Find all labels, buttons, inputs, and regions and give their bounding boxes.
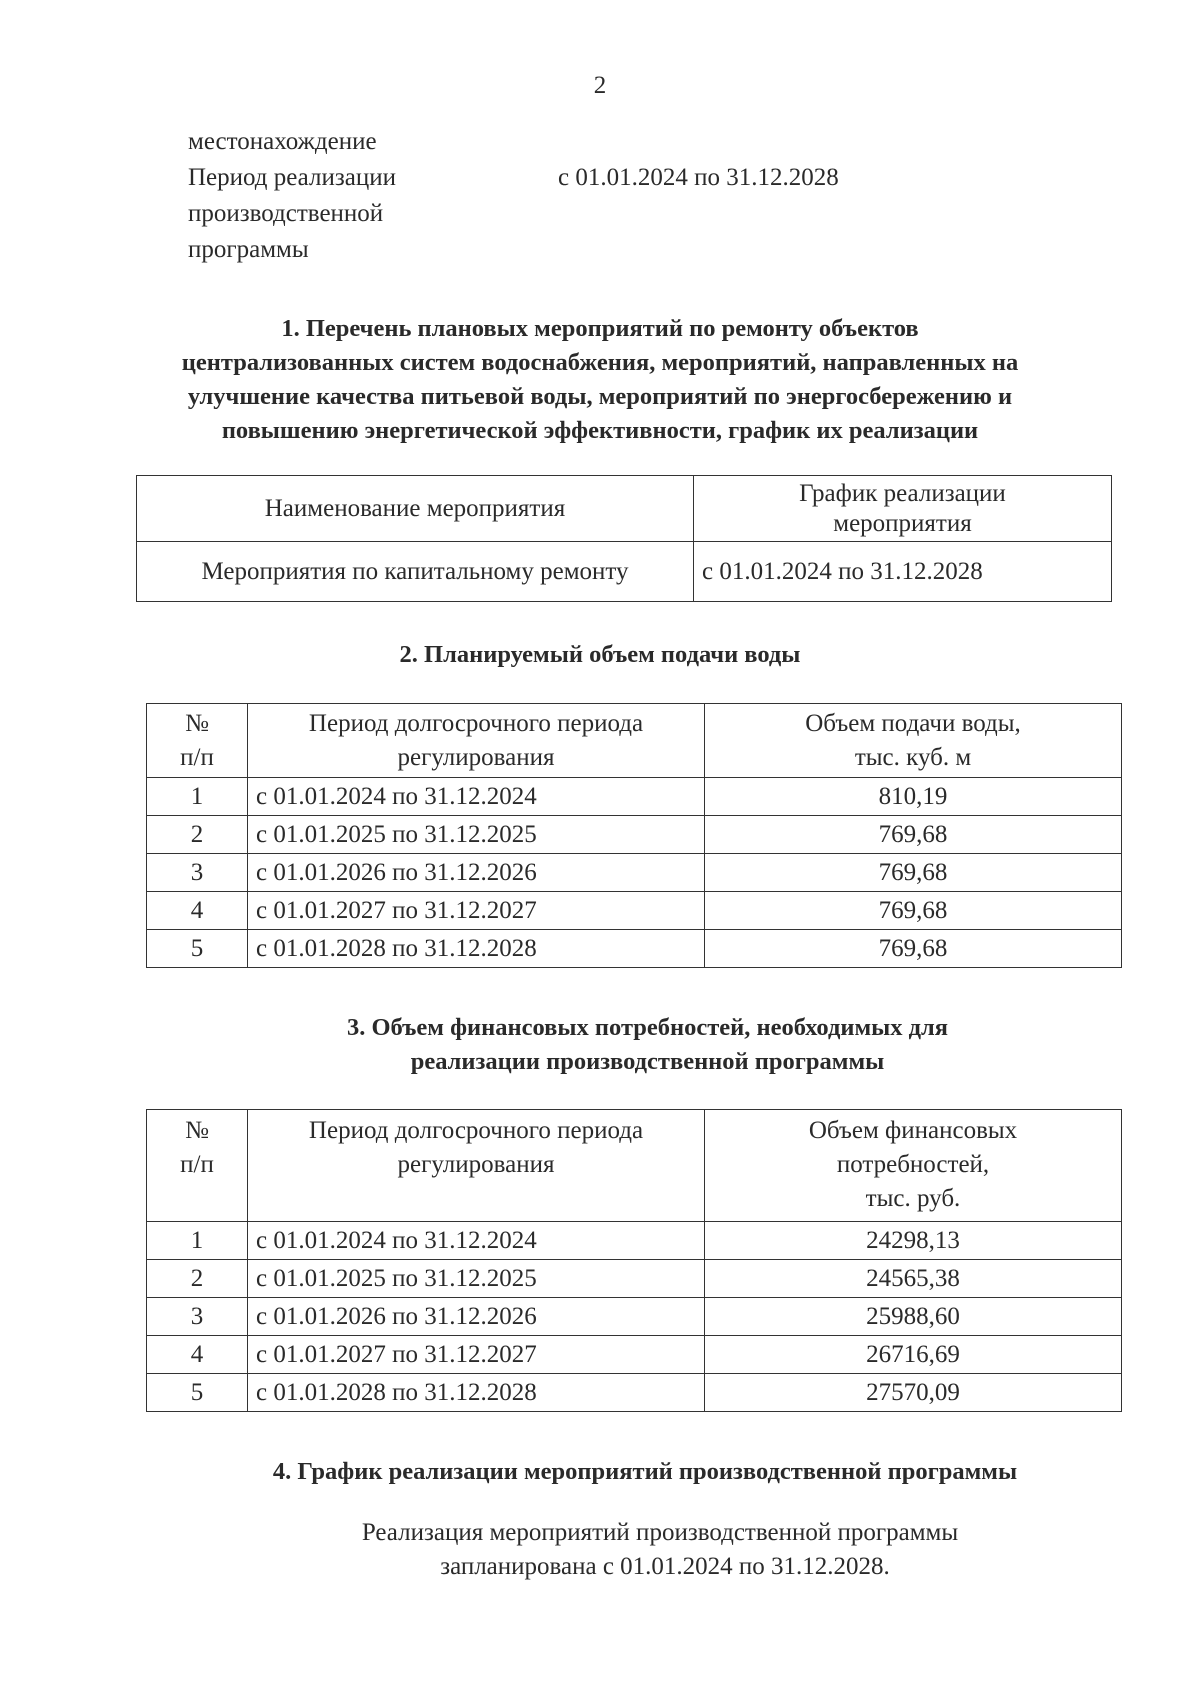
table-row: 3 с 01.01.2026 по 31.12.2026 769,68 bbox=[147, 854, 1122, 892]
program-header bbox=[188, 124, 1088, 268]
period-value: с 01.01.2024 по 31.12.2028 bbox=[558, 164, 839, 191]
table-row bbox=[137, 542, 1112, 602]
section2-table bbox=[146, 703, 1122, 968]
header-cell-name: Наименование мероприятия bbox=[137, 476, 694, 542]
cell-activity: Мероприятия по капитальному ремонту bbox=[137, 542, 694, 602]
table-row: 2 с 01.01.2025 по 31.12.2025 24565,38 bbox=[147, 1260, 1122, 1298]
header-cell-schedule: График реализации мероприятия bbox=[694, 476, 1112, 542]
table-row: 1 с 01.01.2024 по 31.12.2024 24298,13 bbox=[147, 1222, 1122, 1260]
section4-title: 4. График реализации мероприятий производственной программы bbox=[272, 1458, 1018, 1485]
header-cell-finance: Объем финансовых потребностей, тыс. руб. bbox=[705, 1110, 1122, 1222]
header-cell-num: № п/п bbox=[147, 1110, 248, 1222]
section1-title: 1. Перечень плановых мероприятий по ремонту объектов централизованных систем водоснабжения, мероприятий, направленных на улучшение качества питьевой воды, мероприятий по энергосбережению и повышению энергетической эффективности, график их реализации bbox=[181, 315, 1019, 444]
section1-table bbox=[136, 475, 1112, 602]
table-row: 4 с 01.01.2027 по 31.12.2027 769,68 bbox=[147, 892, 1122, 930]
table-row: 4 с 01.01.2027 по 31.12.2027 26716,69 bbox=[147, 1336, 1122, 1374]
section3-table bbox=[146, 1109, 1122, 1412]
section3-title: 3. Объем финансовых потребностей, необходимых для реализации производственной программы bbox=[346, 1014, 949, 1075]
period-label: Период реализации производственной программы bbox=[188, 164, 396, 263]
header-cell-volume: Объем подачи воды, тыс. куб. м bbox=[705, 704, 1122, 778]
header-cell-period: Период долгосрочного периода регулирования bbox=[248, 1110, 705, 1222]
cell-schedule: с 01.01.2024 по 31.12.2028 bbox=[694, 542, 1112, 602]
table-row: 1 с 01.01.2024 по 31.12.2024 810,19 bbox=[147, 778, 1122, 816]
table-row: 5 с 01.01.2028 по 31.12.2028 769,68 bbox=[147, 930, 1122, 968]
table-row: 5 с 01.01.2028 по 31.12.2028 27570,09 bbox=[147, 1374, 1122, 1412]
table-row: 3 с 01.01.2026 по 31.12.2026 25988,60 bbox=[147, 1298, 1122, 1336]
section4-text: Реализация мероприятий производственной программы запланирована с 01.01.2024 по 31.12.2028. bbox=[361, 1519, 959, 1580]
header-cell-num: № п/п bbox=[147, 704, 248, 778]
header-cell-period: Период долгосрочного периода регулирования bbox=[248, 704, 705, 778]
table-row: 2 с 01.01.2025 по 31.12.2025 769,68 bbox=[147, 816, 1122, 854]
table-header-row bbox=[147, 1110, 1122, 1222]
table-header-row bbox=[137, 476, 1112, 542]
page-number: 2 bbox=[593, 72, 607, 99]
table-header-row bbox=[147, 704, 1122, 778]
section2-title: 2. Планируемый объем подачи воды bbox=[399, 641, 801, 668]
location-label: местонахождение bbox=[188, 128, 377, 155]
